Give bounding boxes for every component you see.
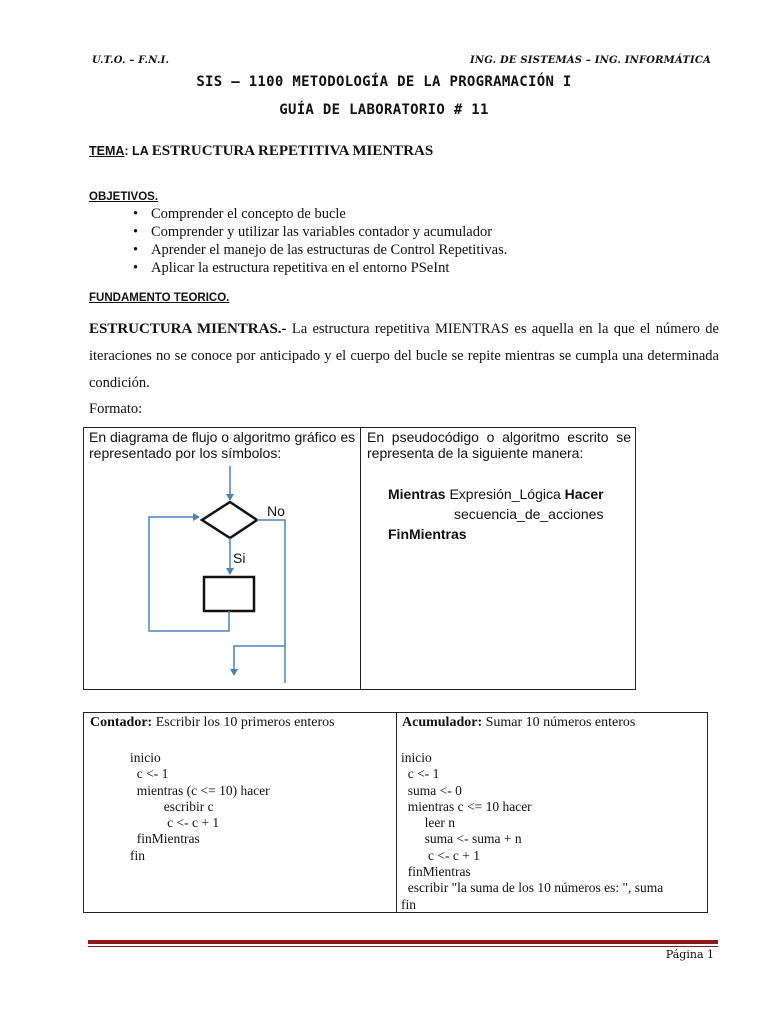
code-line: mientras (c <= 10) hacer [130, 782, 270, 798]
objetivos-list [129, 205, 507, 277]
acumulador-code [401, 750, 663, 913]
code-line: c <- 1 [401, 766, 440, 782]
code-line: escribir "la suma de los 10 números es: ", suma [401, 880, 664, 896]
flow-no-branch [257, 520, 285, 683]
list-item: • Comprender y utilizar las variables contador y acumulador [129, 223, 507, 241]
contador-label: Contador: [90, 715, 153, 730]
pseudo-mientras-line [388, 486, 604, 502]
flowchart-description: En diagrama de flujo o algoritmo gráfico es representado por los símbolos: [89, 429, 356, 461]
tema-line [89, 143, 433, 160]
code-line: finMientras [401, 864, 471, 880]
objetivos-heading: OBJETIVOS. [89, 191, 159, 203]
guide-title: GUÍA DE LABORATORIO # 11 [279, 102, 489, 118]
fundamento-paragraph [89, 316, 719, 397]
list-item: • Comprender el concepto de bucle [129, 205, 507, 223]
acumulador-description: Sumar 10 números enteros [482, 715, 636, 730]
contador-code [130, 750, 270, 864]
code-line: c <- c + 1 [130, 815, 220, 831]
formato-table [83, 427, 636, 690]
decision-diamond [202, 502, 257, 538]
formato-label: Formato: [89, 401, 143, 417]
footer-rule-thin [88, 946, 718, 947]
page-number: Página 1 [665, 948, 714, 961]
code-line: c <- 1 [130, 766, 169, 782]
fundamento-body: La estructura repetitiva MIENTRAS es aquella en la que el número de iteraciones no se conoce por anticipado y el cuerpo del bucle se repite mientras se cumpla una determinada condición. [89, 321, 719, 391]
pseudo-expression: Expresión_Lógica [445, 486, 565, 502]
pseudo-keyword-hacer: Hacer [564, 486, 604, 502]
code-line: inicio [401, 750, 432, 765]
acumulador-label: Acumulador: [402, 715, 483, 730]
flow-exit-arrow [234, 646, 285, 675]
flow-loop-back [149, 517, 229, 631]
code-line: suma <- suma + n [401, 831, 522, 847]
column-divider [360, 428, 361, 689]
header-department: ING. DE SISTEMAS – ING. INFORMÁTICA [470, 55, 711, 66]
while-flowchart [84, 428, 360, 690]
pseudocode-description: En pseudocódigo o algoritmo escrito se representa de la siguiente manera: [367, 429, 631, 461]
code-line: finMientras [130, 831, 200, 847]
flow-no-label: No [267, 503, 285, 519]
list-item: • Aplicar la estructura repetitiva en el entorno PSeInt [129, 259, 507, 277]
code-line: fin [130, 847, 145, 863]
tema-separator: : LA [124, 144, 152, 158]
code-line: suma <- 0 [401, 782, 462, 798]
code-line: c <- c + 1 [401, 847, 480, 863]
code-line: inicio [130, 750, 161, 765]
list-item: • Aprender el manejo de las estructuras de Control Repetitivas. [129, 241, 507, 259]
contador-heading [90, 715, 335, 731]
code-line: escribir c [130, 798, 214, 814]
process-box [204, 577, 254, 611]
tema-title: ESTRUCTURA REPETITIVA MIENTRAS [151, 143, 434, 159]
examples-table [83, 712, 708, 913]
course-title: SIS – 1100 METODOLOGÍA DE LA PROGRAMACIÓN I [196, 74, 572, 90]
header-institution: U.T.O. – F.N.I. [92, 55, 170, 66]
contador-description: Escribir los 10 primeros enteros [152, 715, 335, 730]
acumulador-heading [402, 715, 635, 731]
code-line: leer n [401, 815, 455, 831]
pseudo-sequence: secuencia_de_acciones [454, 506, 604, 522]
tema-label: TEMA [89, 144, 125, 158]
footer-rule-thick [88, 940, 718, 944]
pseudo-keyword-mientras: Mientras [388, 486, 446, 502]
column-divider [396, 713, 397, 912]
code-line: fin [401, 896, 416, 912]
fundamento-lead: ESTRUCTURA MIENTRAS.- [89, 321, 287, 337]
flow-si-label: Si [233, 550, 246, 566]
pseudo-finmientras: FinMientras [388, 526, 467, 542]
code-line: mientras c <= 10 hacer [401, 798, 532, 814]
fundamento-heading: FUNDAMENTO TEORICO. [89, 292, 230, 304]
